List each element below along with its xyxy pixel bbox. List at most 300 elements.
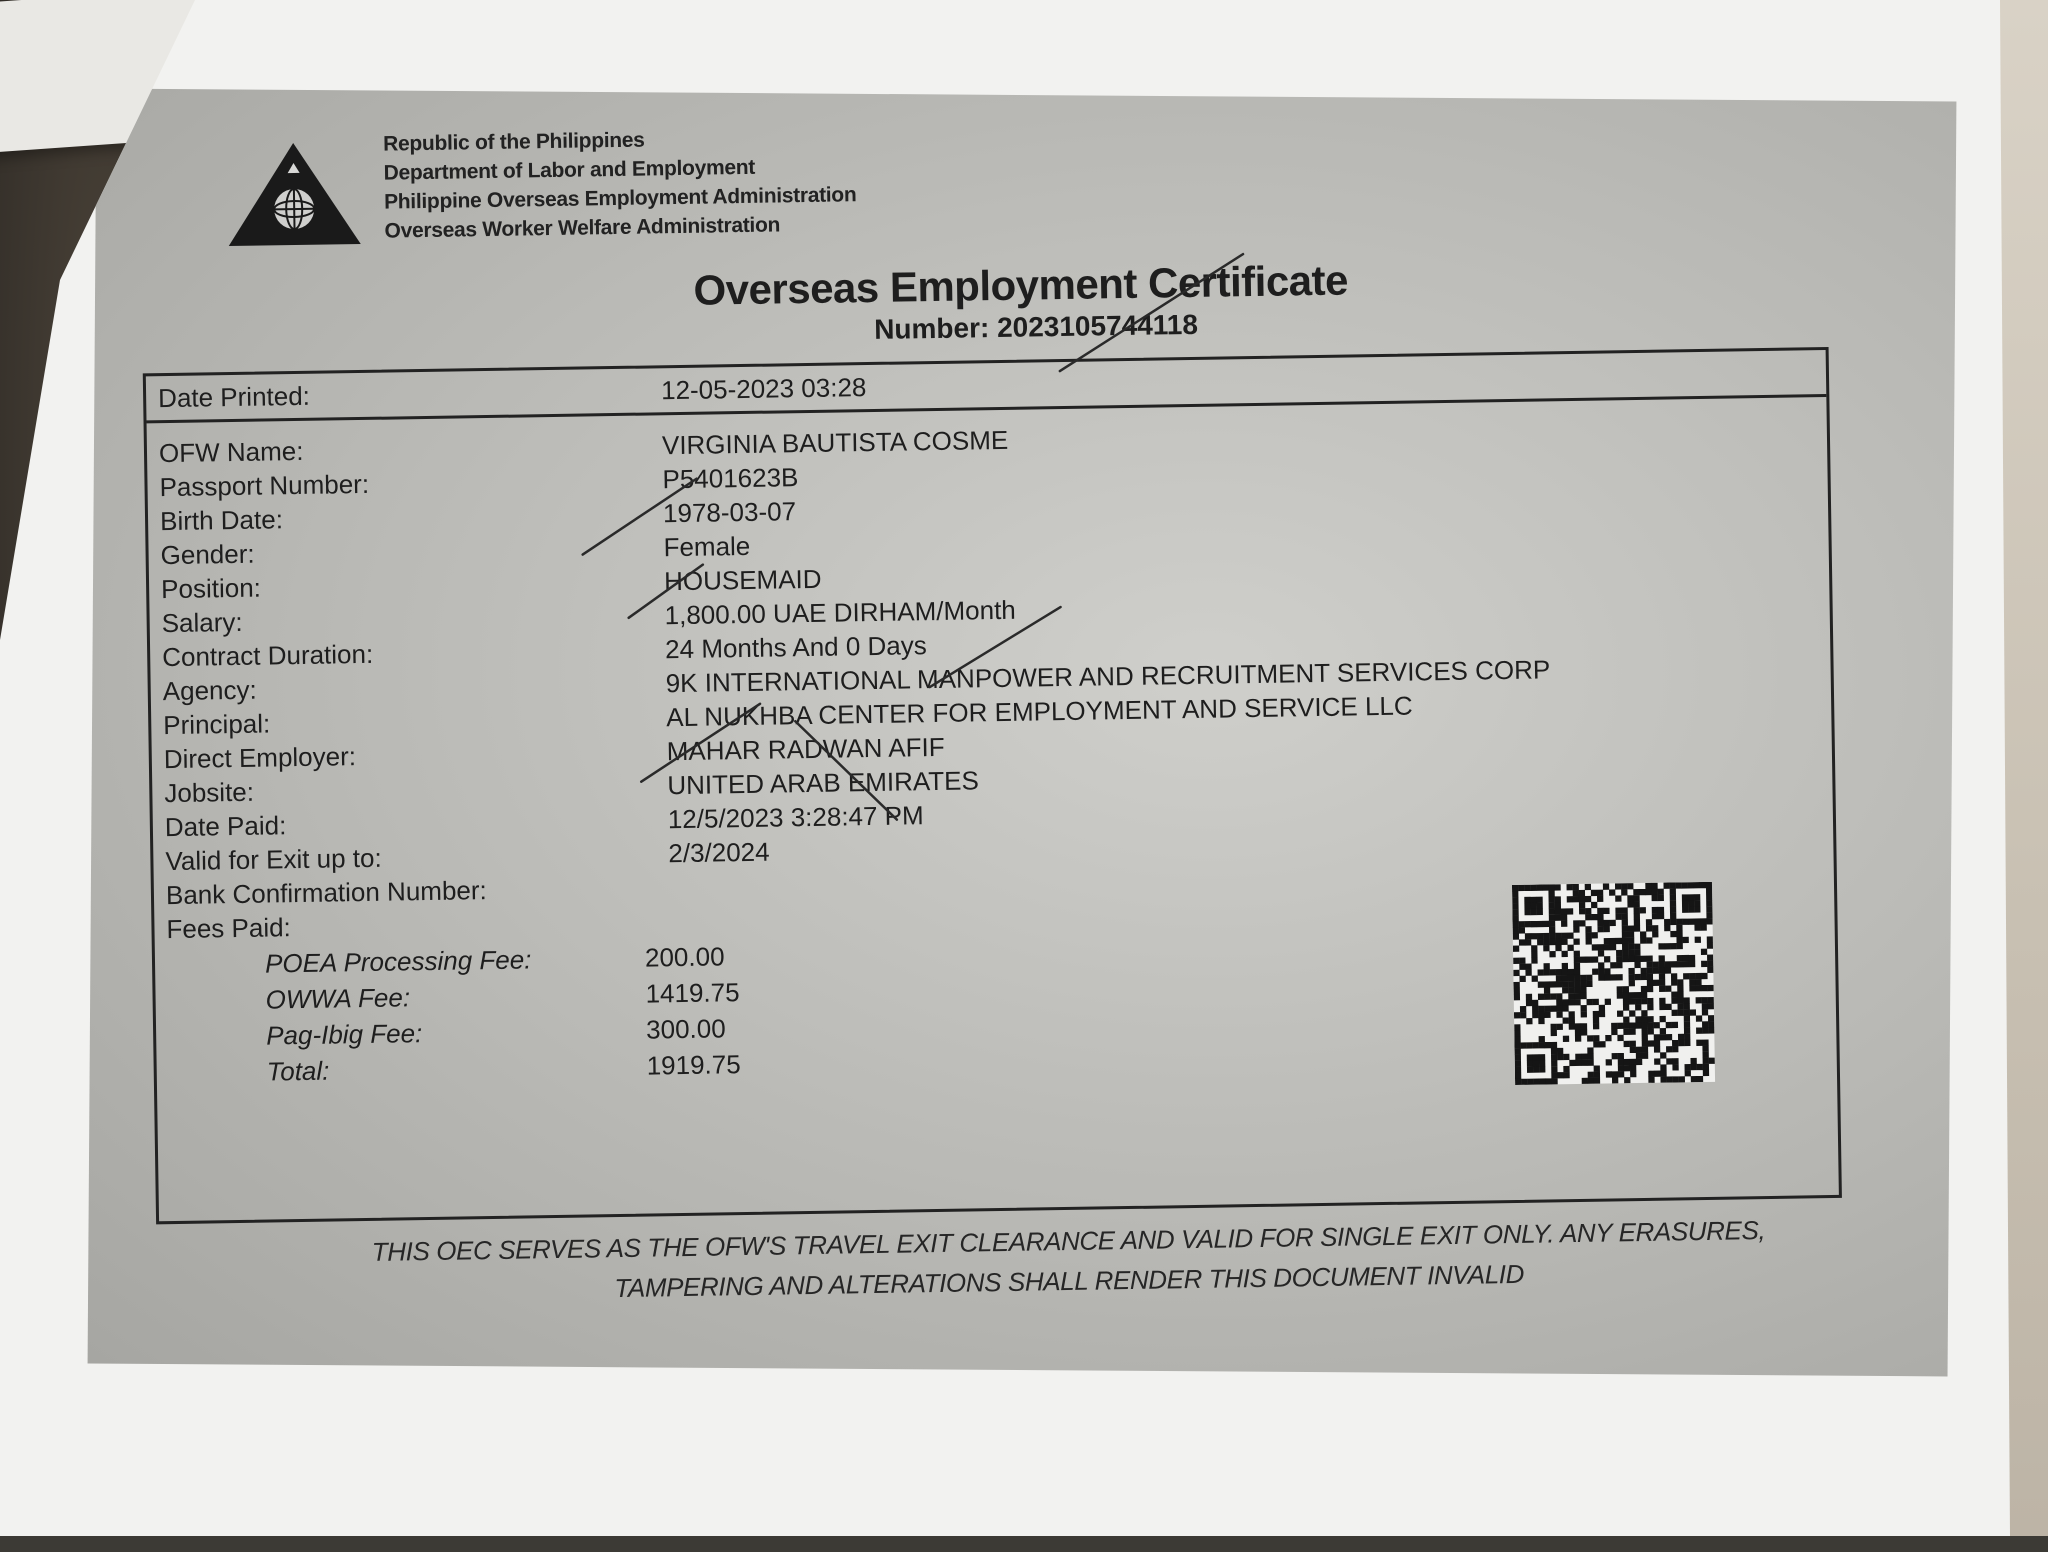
qr-module <box>1513 945 1519 951</box>
qr-module <box>1652 895 1658 901</box>
qr-module <box>1575 1029 1581 1035</box>
qr-module <box>1618 1065 1624 1071</box>
qr-module <box>1609 889 1615 895</box>
qr-module <box>1688 918 1694 924</box>
qr-module <box>1634 907 1640 913</box>
qr-module <box>1562 987 1568 993</box>
qr-module <box>1647 1004 1653 1010</box>
qr-module <box>1653 968 1659 974</box>
qr-module <box>1615 883 1621 889</box>
qr-module <box>1647 998 1653 1004</box>
qr-module <box>1683 997 1689 1003</box>
qr-module <box>1672 1022 1678 1028</box>
qr-module <box>1594 1065 1600 1071</box>
qr-module <box>1651 889 1657 895</box>
qr-module <box>1573 938 1579 944</box>
qr-module <box>1688 882 1694 888</box>
qr-module <box>1678 1034 1684 1040</box>
qr-module <box>1597 926 1603 932</box>
agency-line-poea: Philippine Overseas Employment Administration <box>383 183 857 214</box>
qr-module <box>1665 986 1671 992</box>
qr-module <box>1585 932 1591 938</box>
agency-line-republic: Republic of the Philippines <box>383 128 645 156</box>
qr-module <box>1621 883 1627 889</box>
qr-module <box>1630 1065 1636 1071</box>
qr-module <box>1702 1039 1708 1045</box>
qr-module <box>1630 1059 1636 1065</box>
qr-module <box>1579 908 1585 914</box>
qr-module <box>1586 956 1592 962</box>
qr-module <box>1635 992 1641 998</box>
qr-module <box>1544 1012 1550 1018</box>
qr-module <box>1574 957 1580 963</box>
qr-module <box>1666 1034 1672 1040</box>
qr-module <box>1562 969 1568 975</box>
qr-module <box>1670 901 1676 907</box>
qr-module <box>1683 961 1689 967</box>
qr-module <box>1670 888 1676 894</box>
qr-module <box>1618 1059 1624 1065</box>
qr-module <box>1670 919 1676 925</box>
qr-module <box>1512 909 1518 915</box>
qr-module <box>1641 968 1647 974</box>
qr-module <box>1666 1022 1672 1028</box>
qr-module <box>1575 1035 1581 1041</box>
fee-label: Total: <box>266 1055 330 1087</box>
qr-module <box>1634 956 1640 962</box>
qr-module <box>1539 1078 1545 1084</box>
qr-module <box>1616 962 1622 968</box>
detail-value: 2/3/2024 <box>668 836 770 869</box>
qr-module <box>1587 1053 1593 1059</box>
qr-module <box>1598 962 1604 968</box>
qr-module <box>1679 1076 1685 1082</box>
date-printed-value: 12-05-2023 03:28 <box>660 372 867 406</box>
qr-module <box>1518 885 1524 891</box>
qr-module <box>1525 921 1531 927</box>
qr-module <box>1555 896 1561 902</box>
qr-module <box>1660 1064 1666 1070</box>
qr-module <box>1629 992 1635 998</box>
qr-module <box>1567 896 1573 902</box>
qr-module <box>1581 1011 1587 1017</box>
qr-module <box>1606 1071 1612 1077</box>
qr-module <box>1672 1040 1678 1046</box>
qr-module <box>1574 975 1580 981</box>
qr-module <box>1575 1023 1581 1029</box>
qr-module <box>1594 1078 1600 1084</box>
qr-module <box>1573 926 1579 932</box>
qr-module <box>1639 889 1645 895</box>
qr-module <box>1666 1058 1672 1064</box>
qr-module <box>1586 975 1592 981</box>
qr-module <box>1593 1035 1599 1041</box>
qr-module <box>1544 987 1550 993</box>
qr-module <box>1569 1023 1575 1029</box>
qr-module <box>1627 895 1633 901</box>
qr-module <box>1581 1060 1587 1066</box>
qr-module <box>1561 933 1567 939</box>
qr-module <box>1667 1076 1673 1082</box>
qr-module <box>1702 997 1708 1003</box>
qr-module <box>1581 1005 1587 1011</box>
qr-module <box>1526 994 1532 1000</box>
qr-module <box>1617 1035 1623 1041</box>
detail-value: MAHAR RADWAN AFIF <box>666 731 945 767</box>
qr-module <box>1556 981 1562 987</box>
detail-value: HOUSEMAID <box>663 563 822 597</box>
qr-module <box>1581 1029 1587 1035</box>
qr-module <box>1610 938 1616 944</box>
qr-module <box>1689 973 1695 979</box>
qr-module <box>1636 1059 1642 1065</box>
detail-label: Gender: <box>160 538 255 571</box>
qr-module <box>1605 999 1611 1005</box>
qr-module <box>1579 902 1585 908</box>
qr-module <box>1526 1018 1532 1024</box>
qr-module <box>1677 985 1683 991</box>
qr-module <box>1526 1000 1532 1006</box>
qr-module <box>1633 895 1639 901</box>
qr-module <box>1676 882 1682 888</box>
qr-module <box>1695 973 1701 979</box>
qr-module <box>1658 889 1664 895</box>
qr-module <box>1622 944 1628 950</box>
qr-module <box>1694 900 1700 906</box>
qr-module <box>1654 1071 1660 1077</box>
qr-module <box>1648 1071 1654 1077</box>
qr-module <box>1688 906 1694 912</box>
qr-module <box>1557 1024 1563 1030</box>
qr-module <box>1515 1079 1521 1085</box>
detail-value: UNITED ARAB EMIRATES <box>667 765 980 801</box>
qr-module <box>1536 885 1542 891</box>
qr-module <box>1539 1054 1545 1060</box>
qr-module <box>1513 921 1519 927</box>
qr-module <box>1658 895 1664 901</box>
qr-module <box>1513 970 1519 976</box>
qr-module <box>1703 1064 1709 1070</box>
date-printed-row <box>146 350 1827 423</box>
qr-module <box>1574 981 1580 987</box>
qr-module <box>1531 951 1537 957</box>
qr-module <box>1538 1012 1544 1018</box>
qr-module <box>1544 969 1550 975</box>
qr-module <box>1536 897 1542 903</box>
qr-module <box>1539 1066 1545 1072</box>
qr-module <box>1611 1023 1617 1029</box>
qr-module <box>1521 1079 1527 1085</box>
qr-module <box>1597 896 1603 902</box>
qr-module <box>1548 884 1554 890</box>
qr-module <box>1538 969 1544 975</box>
qr-module <box>1691 1076 1697 1082</box>
qr-module <box>1640 956 1646 962</box>
qr-module <box>1604 944 1610 950</box>
qr-module <box>1521 1042 1527 1048</box>
qr-module <box>1574 969 1580 975</box>
qr-module <box>1515 1048 1521 1054</box>
qr-module <box>1677 997 1683 1003</box>
qr-module <box>1563 1072 1569 1078</box>
qr-module <box>1659 955 1665 961</box>
qr-module <box>1550 993 1556 999</box>
qr-module <box>1603 920 1609 926</box>
qr-module <box>1514 1036 1520 1042</box>
qr-module <box>1605 1035 1611 1041</box>
qr-module <box>1549 951 1555 957</box>
footer-disclaimer <box>228 1208 1909 1314</box>
qr-module <box>1544 981 1550 987</box>
qr-module <box>1557 1072 1563 1078</box>
qr-module <box>1563 1036 1569 1042</box>
qr-module <box>1683 973 1689 979</box>
detail-value: AL NUKHBA CENTER FOR EMPLOYMENT AND SERVICE LLC <box>665 690 1413 733</box>
qr-module <box>1592 944 1598 950</box>
qr-code-icon <box>1512 882 1715 1085</box>
qr-module <box>1648 1040 1654 1046</box>
qr-module <box>1611 1029 1617 1035</box>
dole-triangle-logo-icon <box>223 138 365 250</box>
qr-module <box>1567 933 1573 939</box>
qr-module <box>1672 1010 1678 1016</box>
qr-module <box>1630 1041 1636 1047</box>
qr-module <box>1525 970 1531 976</box>
qr-module <box>1630 1047 1636 1053</box>
qr-module <box>1580 993 1586 999</box>
qr-module <box>1708 1021 1714 1027</box>
qr-module <box>1683 955 1689 961</box>
fee-value: 1419.75 <box>645 977 740 1009</box>
qr-module <box>1580 987 1586 993</box>
qr-module <box>1629 1029 1635 1035</box>
qr-module <box>1617 1023 1623 1029</box>
certificate-title: Overseas Employment Certificate <box>693 256 1349 314</box>
qr-module <box>1604 926 1610 932</box>
qr-module <box>1646 919 1652 925</box>
qr-module <box>1580 975 1586 981</box>
qr-module <box>1646 956 1652 962</box>
detail-label: OFW Name: <box>158 435 304 469</box>
qr-module <box>1622 950 1628 956</box>
detail-label: Jobsite: <box>164 776 255 809</box>
qr-module <box>1653 980 1659 986</box>
qr-module <box>1695 937 1701 943</box>
qr-module <box>1544 993 1550 999</box>
qr-module <box>1627 901 1633 907</box>
qr-module <box>1603 883 1609 889</box>
qr-module <box>1684 1022 1690 1028</box>
qr-module <box>1603 908 1609 914</box>
qr-module <box>1555 945 1561 951</box>
qr-module <box>1703 1070 1709 1076</box>
qr-module <box>1707 942 1713 948</box>
qr-module <box>1530 903 1536 909</box>
qr-module <box>1706 912 1712 918</box>
qr-module <box>1654 1058 1660 1064</box>
qr-module <box>1707 936 1713 942</box>
qr-module <box>1684 1028 1690 1034</box>
qr-module <box>1544 1006 1550 1012</box>
qr-module <box>1617 986 1623 992</box>
qr-module <box>1666 1046 1672 1052</box>
qr-module <box>1672 1064 1678 1070</box>
qr-module <box>1551 1060 1557 1066</box>
qr-module <box>1549 927 1555 933</box>
qr-module <box>1642 1034 1648 1040</box>
qr-module <box>1634 913 1640 919</box>
qr-module <box>1567 908 1573 914</box>
qr-module <box>1636 1047 1642 1053</box>
qr-module <box>1646 925 1652 931</box>
qr-module <box>1659 961 1665 967</box>
qr-module <box>1563 1017 1569 1023</box>
qr-module <box>1604 956 1610 962</box>
qr-module <box>1579 896 1585 902</box>
qr-module <box>1634 962 1640 968</box>
qr-module <box>1622 938 1628 944</box>
qr-module <box>1697 1076 1703 1082</box>
qr-module <box>1539 1042 1545 1048</box>
qr-module <box>1555 915 1561 921</box>
qr-module <box>1556 1011 1562 1017</box>
qr-module <box>1515 1055 1521 1061</box>
qr-module <box>1689 961 1695 967</box>
qr-module <box>1684 1034 1690 1040</box>
detail-value: 1,800.00 UAE DIRHAM/Month <box>664 594 1016 631</box>
qr-module <box>1575 1060 1581 1066</box>
qr-module <box>1664 925 1670 931</box>
qr-module <box>1665 961 1671 967</box>
qr-module <box>1665 1004 1671 1010</box>
qr-module <box>1550 1006 1556 1012</box>
qr-module <box>1701 949 1707 955</box>
qr-module <box>1549 921 1555 927</box>
qr-module <box>1615 895 1621 901</box>
qr-module <box>1653 961 1659 967</box>
qr-module <box>1621 907 1627 913</box>
qr-module <box>1647 1016 1653 1022</box>
qr-module <box>1588 1078 1594 1084</box>
qr-module <box>1533 1060 1539 1066</box>
qr-module <box>1515 1073 1521 1079</box>
qr-module <box>1567 884 1573 890</box>
detail-value: Female <box>663 530 751 563</box>
qr-module <box>1628 944 1634 950</box>
qr-module <box>1622 926 1628 932</box>
qr-module <box>1640 907 1646 913</box>
qr-module <box>1694 882 1700 888</box>
qr-module <box>1658 913 1664 919</box>
qr-module <box>1682 894 1688 900</box>
certificate-details-box <box>143 347 1842 1224</box>
qr-module <box>1629 980 1635 986</box>
qr-module <box>1636 1053 1642 1059</box>
qr-module <box>1615 908 1621 914</box>
qr-module <box>1694 906 1700 912</box>
qr-module <box>1633 901 1639 907</box>
qr-module <box>1629 1022 1635 1028</box>
qr-module <box>1654 1040 1660 1046</box>
detail-label: Principal: <box>163 708 271 741</box>
qr-module <box>1641 986 1647 992</box>
qr-module <box>1702 1046 1708 1052</box>
qr-module <box>1647 968 1653 974</box>
qr-module <box>1574 963 1580 969</box>
qr-module <box>1654 1046 1660 1052</box>
qr-module <box>1684 1003 1690 1009</box>
date-printed-label: Date Printed: <box>157 380 311 414</box>
qr-module <box>1706 894 1712 900</box>
qr-module <box>1706 918 1712 924</box>
qr-module <box>1561 939 1567 945</box>
qr-module <box>1701 985 1707 991</box>
qr-module <box>1574 993 1580 999</box>
qr-module <box>1556 1005 1562 1011</box>
qr-module <box>1556 993 1562 999</box>
detail-value: 24 Months And 0 Days <box>664 630 927 665</box>
qr-module <box>1562 963 1568 969</box>
qr-module <box>1525 963 1531 969</box>
qr-module <box>1519 976 1525 982</box>
qr-module <box>1617 1011 1623 1017</box>
qr-module <box>1682 900 1688 906</box>
qr-module <box>1645 889 1651 895</box>
qr-module <box>1690 1058 1696 1064</box>
qr-module <box>1537 909 1543 915</box>
qr-module <box>1599 1041 1605 1047</box>
qr-module <box>1647 986 1653 992</box>
qr-module <box>1592 956 1598 962</box>
qr-module <box>1708 1027 1714 1033</box>
qr-module <box>1598 968 1604 974</box>
qr-module <box>1587 1035 1593 1041</box>
qr-module <box>1702 1009 1708 1015</box>
qr-module <box>1678 1010 1684 1016</box>
qr-module <box>1556 999 1562 1005</box>
qr-module <box>1532 975 1538 981</box>
qr-module <box>1677 961 1683 967</box>
qr-module <box>1568 969 1574 975</box>
qr-module <box>1537 939 1543 945</box>
qr-module <box>1551 1054 1557 1060</box>
qr-module <box>1520 1012 1526 1018</box>
qr-module <box>1531 921 1537 927</box>
qr-module <box>1629 1010 1635 1016</box>
qr-module <box>1670 907 1676 913</box>
qr-module <box>1515 1067 1521 1073</box>
qr-module <box>1556 975 1562 981</box>
qr-module <box>1671 961 1677 967</box>
qr-module <box>1532 1012 1538 1018</box>
agency-line-dole: Department of Labor and Employment <box>383 155 756 185</box>
qr-module <box>1664 943 1670 949</box>
qr-module <box>1642 1053 1648 1059</box>
qr-module <box>1647 1022 1653 1028</box>
qr-module <box>1624 1041 1630 1047</box>
agency-header <box>383 122 857 245</box>
qr-module <box>1660 1070 1666 1076</box>
qr-module <box>1573 896 1579 902</box>
qr-module <box>1684 1016 1690 1022</box>
qr-module <box>1618 1071 1624 1077</box>
qr-module <box>1519 964 1525 970</box>
qr-module <box>1702 1027 1708 1033</box>
certificate-number-label: Number: <box>873 312 990 345</box>
qr-module <box>1551 1030 1557 1036</box>
qr-module <box>1538 1006 1544 1012</box>
qr-module <box>1573 884 1579 890</box>
